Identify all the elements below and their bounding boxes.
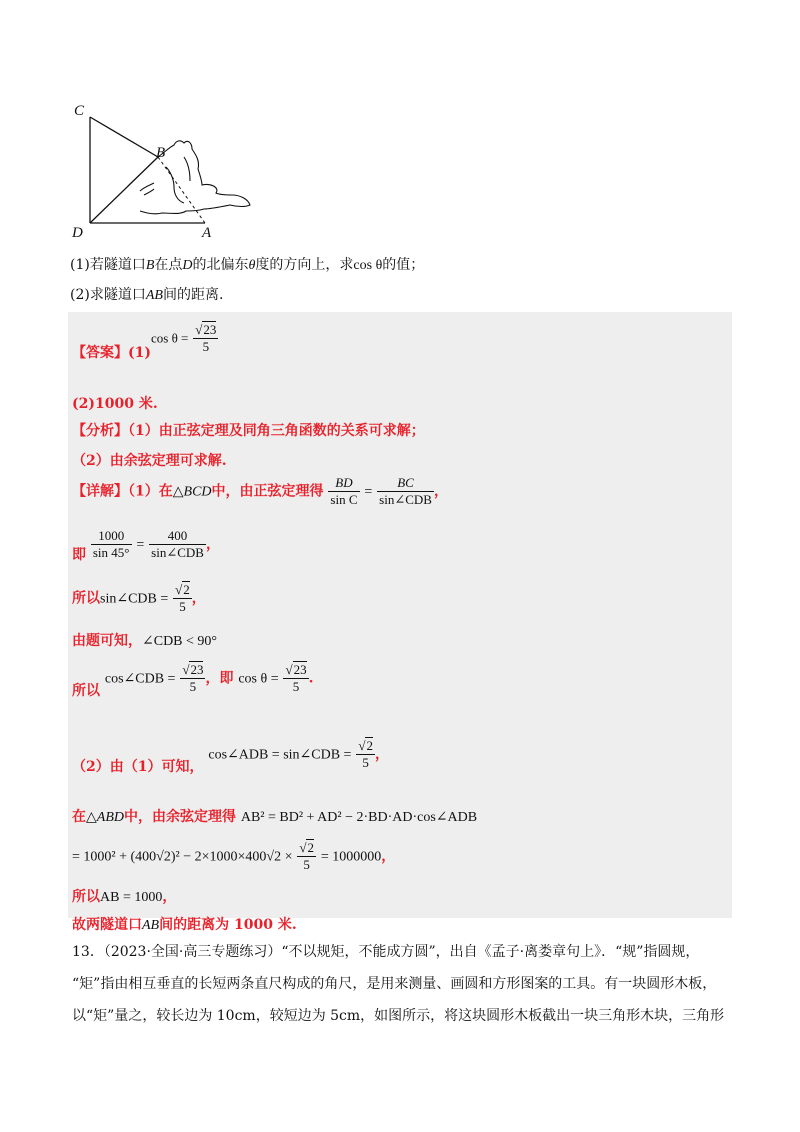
d6-text-a: （2）由（1）可知，: [72, 758, 204, 775]
d10-text-b: 间的距离为 1000 米.: [159, 917, 297, 933]
d8-eq-b: = 1000000: [320, 849, 382, 865]
problem13-line2: “矩”指由相互垂直的长短两条直尺构成的角尺，是用来测量、画圆和方形图案的工具。有一块圆形木板，: [72, 976, 717, 992]
detail-line7: [72, 806, 477, 826]
detail-line4: [72, 630, 217, 650]
d5-frac2: $\frac{√23}{5}$: [285, 662, 307, 694]
problem13-line3: 以“矩”量之，较长边为 10cm，较短边为 5cm，如图所示，将这块圆形木板截出一块三角形木块，三角形: [72, 1008, 725, 1024]
d1-triangle: △BCD: [172, 484, 212, 500]
detail-line3: 所以sin∠CDB = $\frac{√2}{5}$ ，: [72, 582, 206, 614]
d7-text-a: 在: [72, 809, 86, 825]
detail-line10: [72, 914, 297, 934]
q1-text-a: (1)若隧道口: [70, 257, 146, 273]
triangle-figure: [70, 95, 270, 240]
d1-text-a: 【详解】（1）在: [72, 483, 173, 500]
d10-text-a: 故两隧道口: [72, 917, 142, 933]
d4-text-a: 由题可知，: [72, 633, 142, 649]
label-D: D: [72, 225, 83, 240]
d5-text-b: ，即: [205, 670, 234, 687]
detail-line6: （2）由（1）可知， cos∠ADB = sin∠CDB = $\frac{√2}{5}$ ，: [72, 738, 389, 775]
d7-triangle: △ABD: [86, 810, 124, 825]
q1-text-e: 的北偏东: [192, 257, 249, 273]
q2-var-ab: AB: [145, 288, 163, 303]
d8-frac: $\frac{√2}{5}$: [299, 840, 314, 872]
answer-line1: [72, 322, 218, 361]
d6-frac: $\frac{√2}{5}$: [358, 738, 373, 770]
q1-text-i: 的值；: [382, 257, 425, 273]
label-C: C: [74, 103, 85, 119]
q1-var-d: D: [182, 258, 193, 273]
d7-eq: AB² = BD² + AD² − 2·BD·AD·cos∠ADB: [240, 810, 478, 825]
answer-box: [68, 312, 732, 918]
detail-line5: 所以 cos∠CDB = $\frac{√23}{5}$ ，即 cos θ = $\frac{√23}{5}$ .: [72, 662, 314, 699]
q1-cos: cos θ: [353, 258, 383, 273]
answer-fraction: $\frac{√23}{5}$: [195, 322, 217, 354]
label-A: A: [202, 225, 212, 240]
answer-label: 【答案】(1): [72, 344, 151, 361]
analysis-line1: 【分析】（1）由正弦定理及同角三角函数的关系可求解；: [72, 423, 425, 439]
d5-rhs: cos θ =: [238, 671, 279, 687]
answer-cos-lhs: cos θ =: [151, 330, 189, 346]
answer-line2: (2)1000 米.: [72, 396, 158, 412]
q1-var-b: B: [145, 258, 155, 273]
d3-text-a: 所以: [72, 590, 100, 607]
q1-text-c: 在点: [154, 257, 183, 273]
d6-lhs: cos∠ADB = sin∠CDB =: [208, 747, 352, 763]
d7-text-b: 中，由余弦定理得: [123, 809, 236, 825]
d2-text-a: 即: [72, 546, 86, 563]
d8-eq-a: = 1000² + (400√2)² − 2×1000×400√2 ×: [72, 849, 293, 865]
d3-frac: $\frac{√2}{5}$: [175, 582, 190, 614]
detail-line2: 即 $\frac{1000}{\sin 45^\circ}$ = $\frac{400}{\text{sin∠CDB}}$ ，: [72, 528, 220, 563]
d2-frac2: $\frac{400}{\text{sin∠CDB}}$: [151, 528, 204, 560]
d9-eq: AB = 1000: [100, 890, 163, 905]
label-B: B: [156, 145, 166, 161]
detail-line8: = 1000² + (400√2)² − 2×1000×400√2 × $\frac{√2}{5}$ = 1000000，: [72, 840, 396, 872]
q2-text-c: 间的距离.: [162, 287, 224, 303]
detail-line1: 【详解】（1）在△BCD中，由正弦定理得 $\frac{BD}{\text{sin C}}$ = $\frac{BC}{\text{sin∠CDB}}$ ，: [72, 475, 448, 507]
d2-frac1: $\frac{1000}{\sin 45^\circ}$: [92, 528, 130, 560]
d5-lhs: cos∠CDB =: [104, 671, 176, 687]
d10-var-ab: AB: [142, 918, 160, 933]
d1-text-b: 中，由正弦定理得: [211, 483, 324, 500]
d1-frac2: $\frac{BC}{\text{sin∠CDB}}$: [379, 475, 432, 507]
q2-text-a: (2)求隧道口: [70, 287, 146, 303]
d4-ineq: ∠CDB < 90°: [142, 634, 218, 649]
d9-text-a: 所以: [72, 889, 100, 905]
problem13-line1: 13．（2023·全国·高三专题练习）“不以规矩，不能成方圆”，出自《孟子·离娄章句上》．“规”指圆规，: [72, 944, 700, 960]
detail-line9: 所以AB = 1000，: [72, 889, 177, 905]
d5-text-a: 所以: [72, 682, 100, 699]
d3-lhs: sin∠CDB =: [100, 591, 169, 607]
analysis-line2: （2）由余弦定理可求解.: [72, 453, 227, 469]
q1-theta: θ: [248, 258, 256, 273]
question-part1: [70, 254, 424, 274]
d1-frac1: $\frac{BD}{\text{sin C}}$: [330, 475, 358, 507]
q1-text-g: 度的方向上，求: [255, 257, 354, 273]
d5-frac1: $\frac{√23}{5}$: [182, 662, 204, 694]
question-part2: [70, 284, 223, 304]
